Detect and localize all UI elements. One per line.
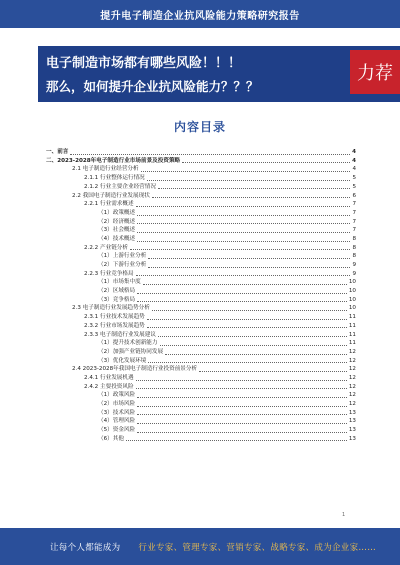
toc-entry-label: 一、前言: [46, 149, 69, 156]
toc-entry-page: 13: [348, 409, 356, 416]
toc-entry[interactable]: [46, 156, 356, 165]
toc-leader-dots: [147, 180, 351, 181]
toc-leader-dots: [130, 249, 350, 250]
toc-entry[interactable]: [46, 286, 356, 295]
toc-entry-page: 8: [352, 253, 356, 260]
toc-entry[interactable]: [46, 234, 356, 243]
toc-leader-dots: [70, 154, 350, 155]
toc-entry-page: 10: [348, 279, 356, 286]
toc-leader-dots: [137, 293, 347, 294]
toc-entry-label: （1）上游行业分析: [98, 253, 147, 260]
toc-leader-dots: [182, 162, 350, 163]
toc-entry[interactable]: [46, 329, 356, 338]
toc-leader-dots: [126, 440, 347, 441]
toc-entry-page: 12: [348, 357, 356, 364]
toc-entry[interactable]: [46, 425, 356, 434]
toc-entry-page: 12: [348, 366, 356, 373]
footer-slogan: 让每个人都能成为: [50, 542, 121, 553]
toc-leader-dots: [137, 414, 347, 415]
toc-entry-page: 9: [352, 270, 356, 277]
toc-leader-dots: [137, 423, 347, 424]
toc-entry[interactable]: [46, 390, 356, 399]
toc-leader-dots: [136, 275, 351, 276]
toc-leader-dots: [137, 397, 347, 398]
toc-leader-dots: [147, 327, 347, 328]
toc-leader-dots: [199, 371, 347, 372]
toc-entry-page: 11: [348, 340, 356, 347]
toc-entry-label: （1）政策风险: [98, 392, 136, 399]
toc-leader-dots: [148, 258, 350, 259]
toc-entry[interactable]: [46, 182, 356, 191]
toc-entry-page: 13: [348, 427, 356, 434]
toc-leader-dots: [137, 432, 347, 433]
toc-entry[interactable]: [46, 373, 356, 382]
toc-leader-dots: [136, 380, 347, 381]
toc-leader-dots: [152, 197, 351, 198]
toc-entry-label: （1）政策概述: [98, 209, 136, 216]
toc-entry-page: 11: [348, 322, 356, 329]
toc-entry-label: （3）社会概述: [98, 227, 136, 234]
toc-entry-page: 10: [348, 288, 356, 295]
toc-entry-page: 12: [348, 392, 356, 399]
recommend-badge-text: 力荐: [357, 63, 393, 84]
toc-entry[interactable]: [46, 225, 356, 234]
toc-entry-page: 5: [352, 183, 356, 190]
toc-entry-label: （1）提升技术创新能力: [98, 340, 158, 347]
toc-entry-label: 2.4.1 行业发展机遇: [84, 374, 134, 381]
toc-entry[interactable]: [46, 356, 356, 365]
toc-entry[interactable]: [46, 408, 356, 417]
toc-entry[interactable]: [46, 416, 356, 425]
banner-subheadline: 那么，如何提升企业抗风险能力？？？: [46, 79, 259, 94]
toc-entry-page: 7: [352, 218, 356, 225]
toc-entry-page: 12: [348, 383, 356, 390]
toc-leader-dots: [141, 171, 351, 172]
toc-entry-label: 2.3 电子制造行业发展趋势分析: [72, 305, 150, 312]
toc-leader-dots: [136, 206, 351, 207]
toc-entry-label: （4）管理风险: [98, 418, 136, 425]
toc-entry-label: 2.3.3 电子制造行业发展建议: [84, 331, 156, 338]
banner-headline: 电子制造市场都有哪些风险！！！: [46, 56, 242, 71]
toc-entry[interactable]: [46, 199, 356, 208]
toc-entry-page: 4: [352, 166, 356, 173]
toc-entry[interactable]: [46, 251, 356, 260]
toc-entry[interactable]: [46, 190, 356, 199]
toc-entry[interactable]: [46, 147, 356, 156]
toc-entry-label: 2.1.2 行业主要企业经营情况: [84, 183, 156, 190]
toc-entry-page: 7: [352, 227, 356, 234]
report-title: 提升电子制造企业抗风险能力策略研究报告: [100, 10, 300, 22]
toc-entry-label: （2）加强产业链协同发展: [98, 348, 164, 355]
toc-entry-page: 12: [348, 374, 356, 381]
toc-entry[interactable]: [46, 277, 356, 286]
toc-entry[interactable]: [46, 164, 356, 173]
toc-entry-label: 二、2023-2028年电子制造行业市场前景及投资策略: [46, 157, 181, 164]
toc-entry[interactable]: [46, 208, 356, 217]
toc-entry-label: （5）资金风险: [98, 427, 136, 434]
toc-entry-page: 5: [352, 175, 356, 182]
toc-entry-page: 10: [348, 296, 356, 303]
toc-entry-label: 2.3.1 行业技术发展趋势: [84, 314, 145, 321]
report-header: [0, 0, 400, 28]
recommend-badge: [350, 50, 400, 94]
toc-entry[interactable]: [46, 173, 356, 182]
toc-entry-label: （2）市场风险: [98, 401, 136, 408]
toc-entry-label: （6）其他: [98, 435, 124, 442]
toc-leader-dots: [158, 336, 347, 337]
toc-entry-page: 9: [352, 262, 356, 269]
toc-entry[interactable]: [46, 338, 356, 347]
toc-entry-label: 2.2.3 行业竞争格局: [84, 270, 134, 277]
toc-entry-page: 8: [352, 235, 356, 242]
toc-heading: 内容目录: [173, 120, 226, 134]
toc-entry-label: 2.4.2 主要投资风险: [84, 383, 134, 390]
toc-entry-page: 7: [352, 201, 356, 208]
toc-leader-dots: [148, 267, 350, 268]
footer-roles: 行业专家、管理专家、营销专家、战略专家、成为企业家……: [138, 542, 377, 553]
toc-entry-page: 6: [352, 192, 356, 199]
toc-entry-label: 2.4 2023-2028年我国电子制造行业投资前景分析: [72, 366, 198, 373]
toc-entry[interactable]: [46, 434, 356, 443]
toc-entry[interactable]: [46, 260, 356, 269]
table-of-contents: [46, 147, 356, 442]
toc-entry-label: （2）经济概述: [98, 218, 136, 225]
toc-leader-dots: [137, 301, 347, 302]
promo-banner: [38, 46, 400, 102]
toc-entry-label: （2）区域格局: [98, 288, 136, 295]
toc-leader-dots: [165, 354, 347, 355]
toc-entry-page: 7: [352, 209, 356, 216]
toc-entry-page: 11: [348, 331, 356, 338]
toc-leader-dots: [137, 215, 350, 216]
toc-leader-dots: [137, 223, 350, 224]
toc-entry[interactable]: [46, 399, 356, 408]
toc-leader-dots: [137, 232, 350, 233]
toc-entry-page: 13: [348, 418, 356, 425]
toc-leader-dots: [137, 241, 350, 242]
toc-entry[interactable]: [46, 269, 356, 278]
toc-entry[interactable]: [46, 243, 356, 252]
toc-entry[interactable]: [46, 295, 356, 304]
toc-entry[interactable]: [46, 217, 356, 226]
page-number: 1: [342, 512, 346, 518]
toc-entry[interactable]: [46, 312, 356, 321]
toc-entry-label: 2.2 我国电子制造行业发展现状: [72, 192, 150, 199]
toc-entry-label: （2）下游行业分析: [98, 262, 147, 269]
toc-entry-page: 13: [348, 435, 356, 442]
footer-bar: [0, 528, 400, 565]
toc-entry-label: 2.2.2 产业链分析: [84, 244, 128, 251]
toc-leader-dots: [152, 310, 347, 311]
toc-entry[interactable]: [46, 364, 356, 373]
toc-entry-page: 10: [348, 305, 356, 312]
toc-leader-dots: [158, 188, 350, 189]
toc-entry-label: 2.3.2 行业市场发展趋势: [84, 322, 145, 329]
toc-entry-label: （4）技术概述: [98, 235, 136, 242]
toc-entry-page: 4: [352, 149, 356, 156]
toc-entry-label: 2.1.1 行业整体运行情况: [84, 175, 145, 182]
toc-entry-label: 2.1 电子制造行业经营分析: [72, 166, 139, 173]
toc-entry-label: （3）优化发展环境: [98, 357, 147, 364]
toc-entry-label: 2.2.1 行业需求概述: [84, 201, 134, 208]
toc-leader-dots: [147, 319, 347, 320]
toc-leader-dots: [136, 388, 347, 389]
toc-entry-page: 11: [348, 314, 356, 321]
toc-leader-dots: [160, 345, 347, 346]
toc-leader-dots: [148, 362, 347, 363]
toc-entry-page: 12: [348, 401, 356, 408]
toc-entry-page: 12: [348, 348, 356, 355]
toc-entry-label: （3）竞争格局: [98, 296, 136, 303]
toc-entry-label: （3）技术风险: [98, 409, 136, 416]
toc-entry-page: 4: [352, 157, 356, 164]
toc-entry[interactable]: [46, 347, 356, 356]
toc-entry[interactable]: [46, 303, 356, 312]
toc-entry[interactable]: [46, 382, 356, 391]
toc-entry-page: 8: [352, 244, 356, 251]
toc-entry[interactable]: [46, 321, 356, 330]
toc-entry-label: （1）市场集中度: [98, 279, 141, 286]
toc-leader-dots: [137, 406, 347, 407]
toc-leader-dots: [143, 284, 347, 285]
